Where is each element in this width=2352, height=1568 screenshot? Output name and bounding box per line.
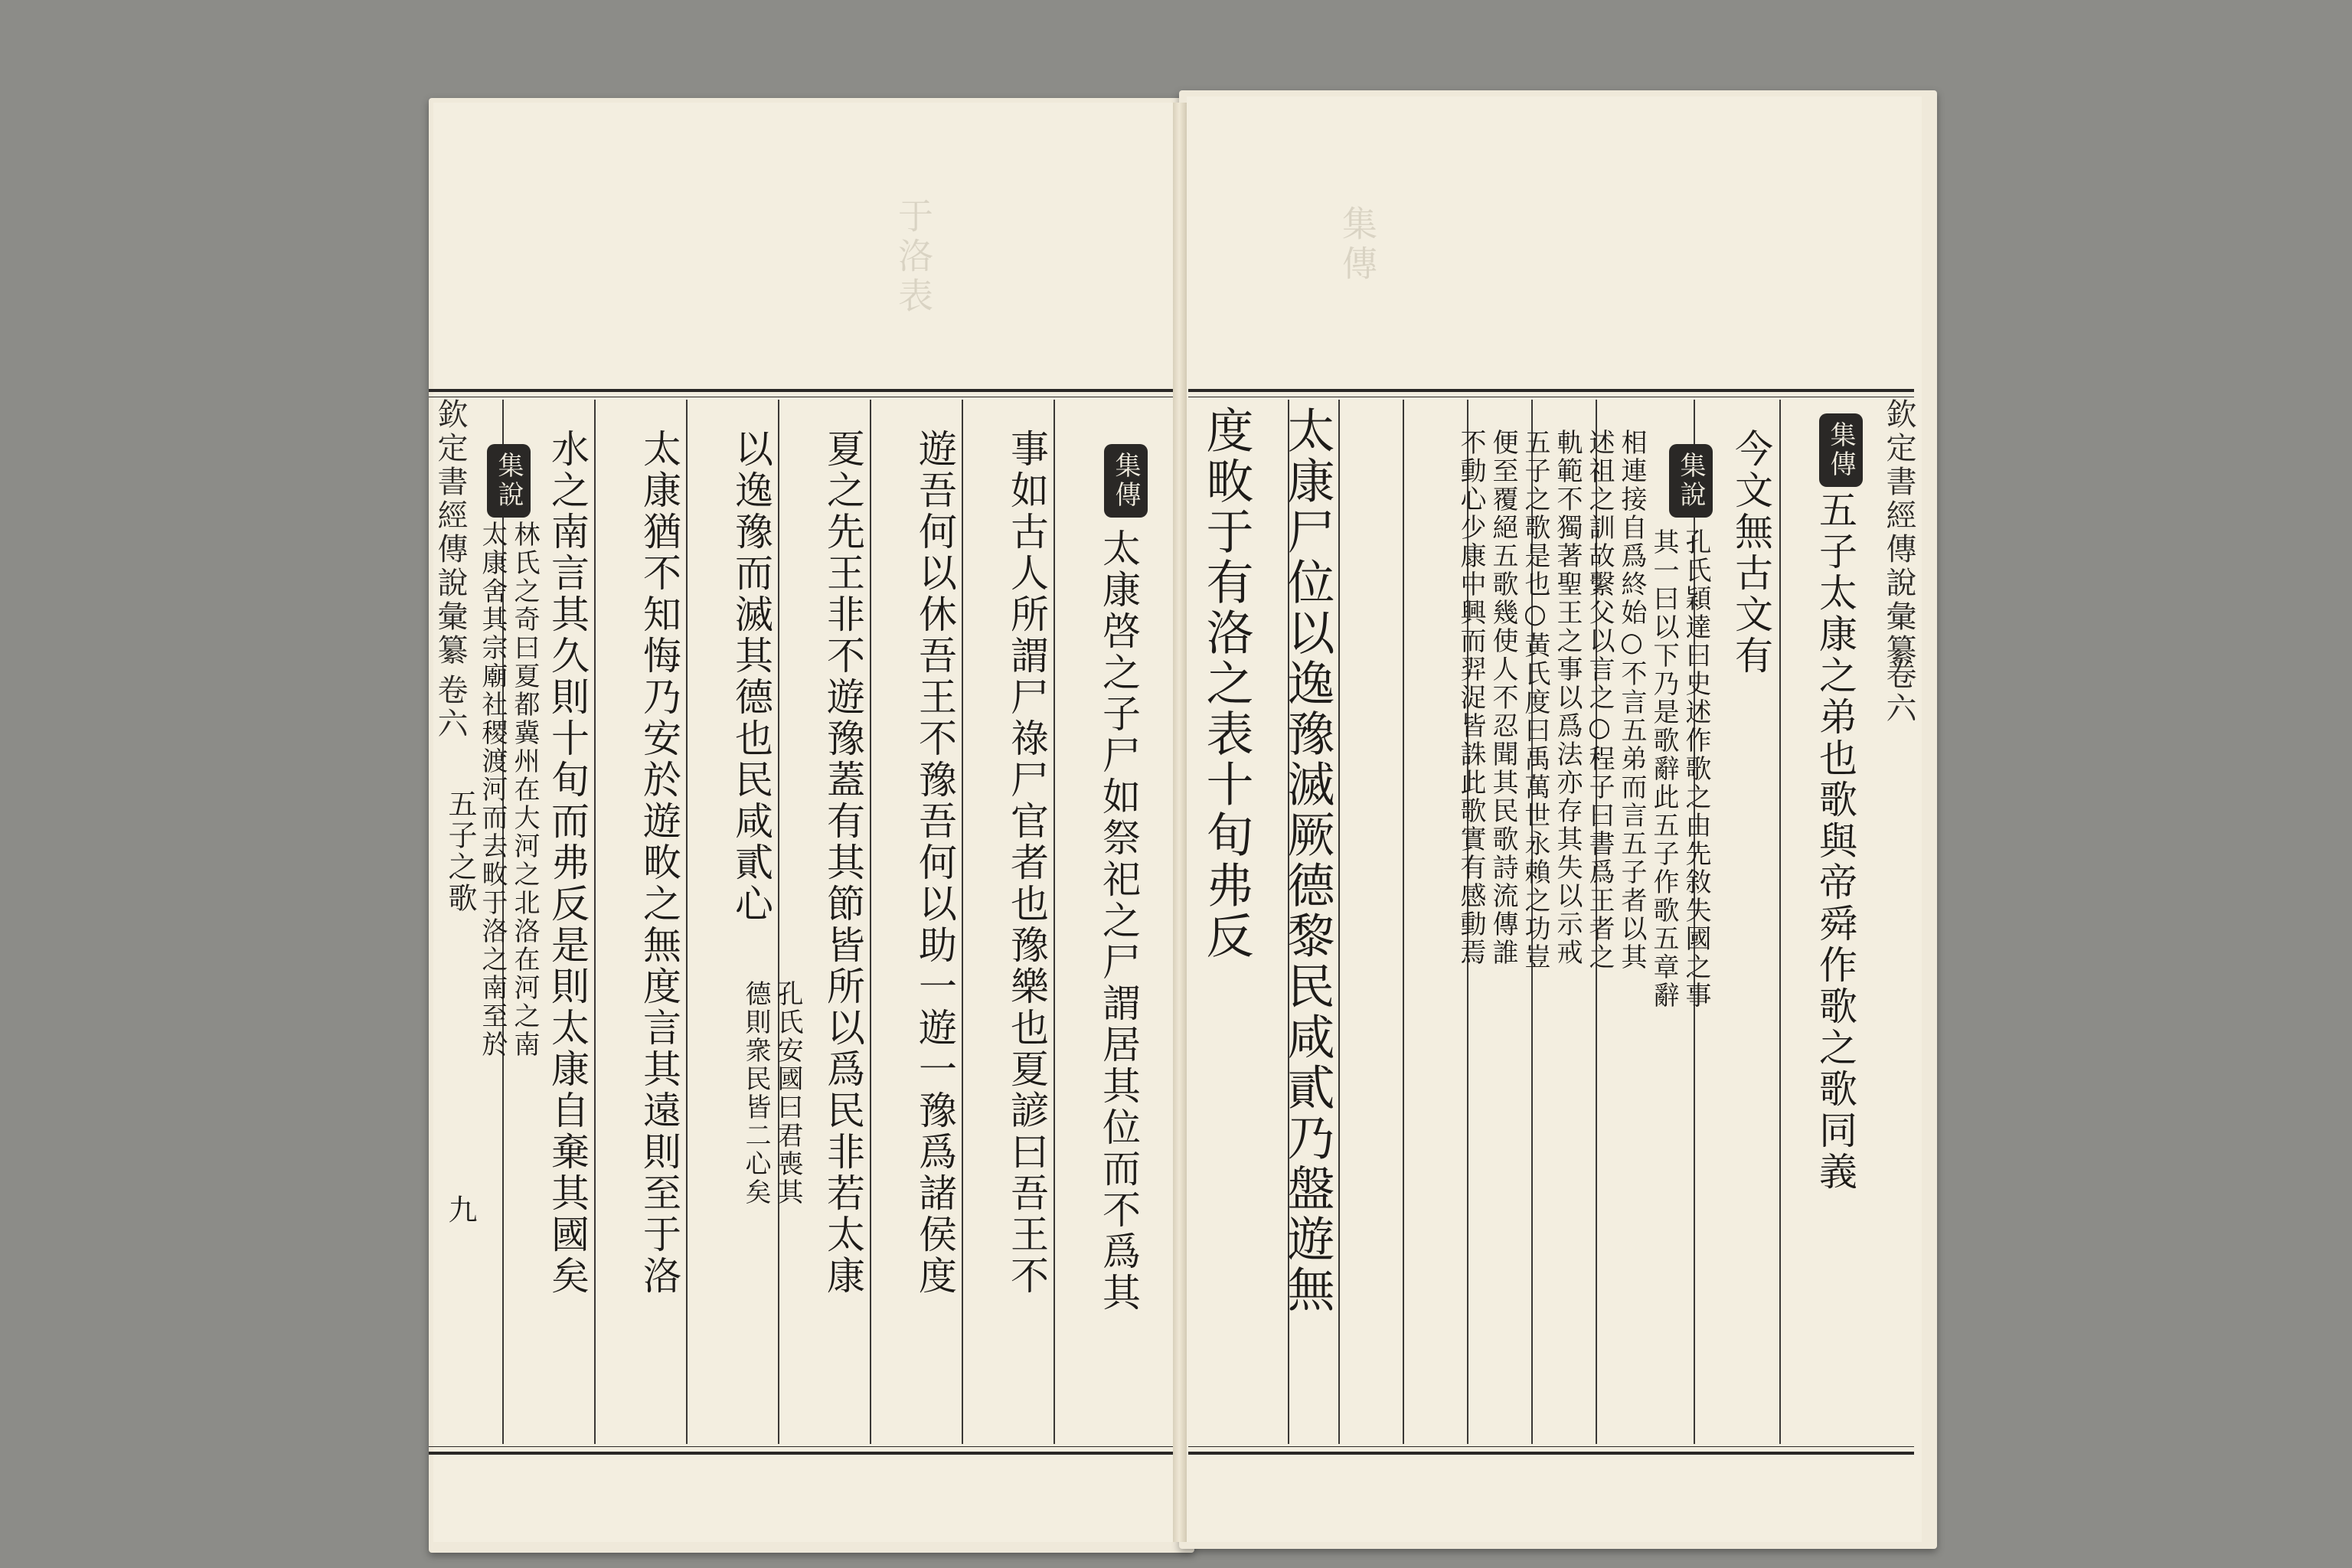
jizhuan-label-left: 集傳 xyxy=(1104,444,1148,518)
left-margin-volume: 卷六 xyxy=(433,674,468,741)
jishuo-label-left: 集說 xyxy=(487,444,531,518)
left-main-col: 水之南言其久則十旬而弗反是則太康自棄其國矣 xyxy=(545,429,590,1297)
left-text-frame xyxy=(429,389,1173,1455)
left-main-col: 遊吾何以休吾王不豫吾何以助一遊一豫爲諸侯度 xyxy=(913,429,957,1297)
jizhuan-label-right: 集傳 xyxy=(1819,413,1863,487)
right-note-col: 其一曰以下乃是歌辭此五子作歌五章辭 xyxy=(1648,528,1679,1010)
right-note-col: 軌範不獨著聖王之事以爲法亦存其失以示戒 xyxy=(1552,429,1583,967)
left-note-col: 太康舍其宗廟社稷渡河而去畋于洛之南至於 xyxy=(477,521,508,1059)
right-note-col: 便至覆絕五歌幾使人不忍聞其民歌詩流傳誰 xyxy=(1488,429,1518,967)
right-note-col: 相連接自爲終始○不言五弟而言五子者以其 xyxy=(1616,429,1647,972)
left-main-col: 事如古人所謂尸祿尸官者也豫樂也夏諺曰吾王不 xyxy=(1004,429,1049,1297)
right-main-col: 五子太康之弟也歌與帝舜作歌之歌同義 xyxy=(1813,490,1857,1193)
left-main-col: 夏之先王非不遊豫蓋有其節皆所以爲民非若太康 xyxy=(821,429,865,1297)
left-main-col: 以逸豫而滅其德也民咸貳心 xyxy=(729,429,773,925)
right-note-col: 五子之歌是也○黃氏度曰禹萬世永賴之功豈 xyxy=(1520,429,1550,972)
book-gutter xyxy=(1173,103,1187,1542)
right-margin-title: 欽定書經傳說彙纂 xyxy=(1881,398,1916,668)
left-note-col: 德則衆民皆二心矣 xyxy=(740,980,771,1207)
left-main-col: 太康啓之子尸如祭祀之尸謂居其位而不爲其 xyxy=(1096,528,1141,1314)
left-margin-section: 五子之歌 xyxy=(443,789,477,914)
left-main-col: 太康猶不知悔乃安於遊畋之無度言其遠則至于洛 xyxy=(637,429,681,1297)
left-note-col: 林氏之奇曰夏都冀州在大河之北洛在河之南 xyxy=(509,521,540,1059)
right-main-col: 度畋于有洛之表十旬弗反 xyxy=(1198,406,1254,962)
left-page-number: 九 xyxy=(443,1194,477,1226)
jishuo-label-right: 集說 xyxy=(1669,444,1713,518)
right-note-col: 不動心少康中興而羿浞皆誅此歌實有感動焉 xyxy=(1455,429,1486,967)
left-note-col: 孔氏安國曰君喪其 xyxy=(773,980,803,1207)
right-margin-volume: 卷六 xyxy=(1881,658,1916,726)
left-margin-title: 欽定書經傳說彙纂 xyxy=(433,398,468,668)
bleed-through-text: 于洛表 xyxy=(893,198,934,317)
bleed-through-text: 集傳 xyxy=(1337,205,1378,285)
right-main-col: 今文無古文有 xyxy=(1729,429,1773,677)
right-note-col: 孔氏穎達曰史述作歌之由先敘失國之事 xyxy=(1681,528,1711,1010)
right-note-col: 述祖之訓故繫父以言之○程子曰書爲王者之 xyxy=(1584,429,1615,972)
right-main-col: 太康尸位以逸豫滅厥德黎民咸貳乃盤遊無 xyxy=(1279,406,1335,1315)
